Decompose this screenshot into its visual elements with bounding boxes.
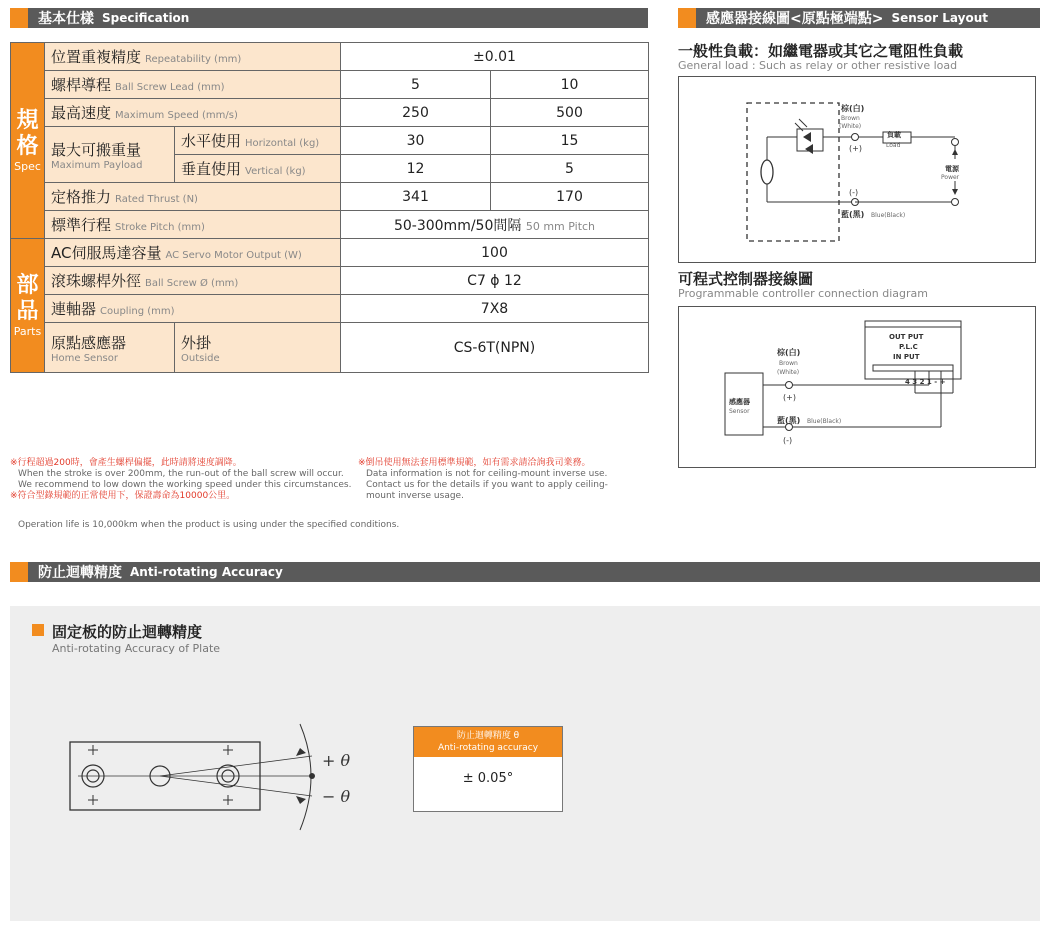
note-ceiling-cn: ※倒吊使用無法套用標準規範，如有需求請洽詢我司業務。 <box>358 458 591 468</box>
anti-title-cn: 防止迴轉精度 <box>38 565 122 581</box>
specification-table <box>10 42 649 373</box>
table-row <box>11 267 649 295</box>
sensor-section-header <box>678 8 1040 28</box>
plc-sensor-en: Sensor <box>729 408 750 415</box>
gl-white-en: (White) <box>839 123 862 130</box>
gl-load-cn: 負載 <box>887 131 901 139</box>
plc-wiring <box>679 307 1035 467</box>
note-life-en-wrap <box>10 520 650 531</box>
note-ceiling-en-1: Data information is not for ceiling-mount inverse use. <box>366 469 608 479</box>
table-row <box>11 71 649 99</box>
stroke-value: 50-300mm/50間隔 50 mm Pitch <box>341 211 649 239</box>
gl-brown-cn: 棕(白) <box>841 104 865 113</box>
plc-title: 可程式控制器接線圖 <box>678 270 814 288</box>
table-row <box>11 323 649 373</box>
lead-label: 螺桿導程 Ball Screw Lead (mm) <box>45 71 341 99</box>
note-ceiling-en-3: mount inverse usage. <box>366 491 464 501</box>
spec-group-label: 規格 Spec <box>11 43 45 239</box>
gl-blue-cn: 藍(黑) <box>841 210 865 219</box>
motor-value: 100 <box>341 239 649 267</box>
anti-section-header <box>10 562 1040 582</box>
payload-horizontal-2: 15 <box>491 127 649 155</box>
speed-value-2: 500 <box>491 99 649 127</box>
spec-title-cn: 基本仕樣 <box>38 11 94 27</box>
table-row <box>11 43 649 71</box>
plc-output: OUT PUT <box>889 333 924 341</box>
table-row <box>11 239 649 267</box>
motor-label: AC伺服馬達容量 AC Servo Motor Output (W) <box>45 239 341 267</box>
plc-minus: (-) <box>783 436 793 445</box>
repeatability-label: 位置重複精度 Repeatability (mm) <box>45 43 341 71</box>
payload-horizontal-1: 30 <box>341 127 491 155</box>
table-row <box>11 99 649 127</box>
gl-brown-en: Brown <box>841 115 860 122</box>
screw-value: C7 ϕ 12 <box>341 267 649 295</box>
plc-brown-cn: 棕(白) <box>777 348 801 357</box>
note-life-cn: ※符合型錄規範的正常使用下，保證壽命為10000公里。 <box>10 491 236 501</box>
thrust-label: 定格推力 Rated Thrust (N) <box>45 183 341 211</box>
payload-horizontal-label: 水平使用 Horizontal (kg) <box>175 127 341 155</box>
home-sensor-sub-label: 外掛 Outside <box>175 323 341 373</box>
plc-pins: 4 3 2 1 - + <box>905 378 946 386</box>
parts-group-label: 部品 Parts <box>11 239 45 373</box>
notes-left <box>10 458 360 502</box>
thrust-value-2: 170 <box>491 183 649 211</box>
speed-value-1: 250 <box>341 99 491 127</box>
plc-brown-en: Brown <box>779 360 798 367</box>
general-load-title: 一般性負載：如繼電器或其它之電阻性負載 <box>678 42 964 60</box>
plc-plc: P.L.C <box>899 343 918 351</box>
coupling-label: 連軸器 Coupling (mm) <box>45 295 341 323</box>
plc-input: IN PUT <box>893 353 920 361</box>
note-life-en: Operation life is 10,000km when the product is using under the specified conditions. <box>18 520 400 530</box>
plc-diagram <box>678 306 1036 468</box>
plate-title-marker <box>32 624 44 636</box>
accuracy-box-header <box>414 727 562 757</box>
plate-drawing <box>60 716 380 836</box>
plus-theta-label: + θ <box>322 751 351 770</box>
plc-blue-en: Blue(Black) <box>807 418 842 425</box>
table-row <box>11 183 649 211</box>
screw-label: 滾珠螺桿外徑 Ball Screw Ø (mm) <box>45 267 341 295</box>
header-accent-bar <box>10 8 28 28</box>
gl-blue-en: Blue(Black) <box>871 212 906 219</box>
thrust-value-1: 341 <box>341 183 491 211</box>
plate-title: 固定板的防止迴轉精度 <box>52 623 203 641</box>
plc-blue-cn: 藍(黑) <box>777 416 801 425</box>
spec-section-header <box>10 8 648 28</box>
lead-value-1: 5 <box>341 71 491 99</box>
payload-label: 最大可搬重量 Maximum Payload <box>45 127 175 183</box>
header-accent-bar <box>678 8 696 28</box>
speed-label: 最高速度 Maximum Speed (mm/s) <box>45 99 341 127</box>
anti-title-en: Anti-rotating Accuracy <box>130 565 283 579</box>
gl-power-cn: 電源 <box>945 165 959 173</box>
repeatability-value: ±0.01 <box>341 43 649 71</box>
table-row <box>11 127 649 155</box>
sensor-title-en: Sensor Layout <box>891 11 988 25</box>
table-row <box>11 295 649 323</box>
gl-power-en: Power <box>941 174 960 181</box>
plc-plus: (+) <box>783 393 796 402</box>
gl-plus: (+) <box>849 144 862 153</box>
payload-vertical-2: 5 <box>491 155 649 183</box>
accuracy-head-en: Anti-rotating accuracy <box>437 743 539 753</box>
payload-vertical-label: 垂直使用 Vertical (kg) <box>175 155 341 183</box>
notes-right <box>358 458 653 502</box>
note-ceiling-en-2: Contact us for the details if you want to apply ceiling- <box>366 480 608 490</box>
spec-title-en: Specification <box>102 11 190 25</box>
minus-theta-label: − θ <box>322 787 351 806</box>
stroke-label: 標準行程 Stroke Pitch (mm) <box>45 211 341 239</box>
general-load-wiring <box>679 77 1035 262</box>
accuracy-box <box>413 726 563 812</box>
note-stroke-en-1: When the stroke is over 200mm, the run-out of the ball screw will occur. <box>18 469 344 479</box>
note-stroke-en-2: We recommend to low down the working speed under this circumstances. <box>18 480 352 490</box>
payload-vertical-1: 12 <box>341 155 491 183</box>
general-load-diagram <box>678 76 1036 263</box>
plc-subtitle: Programmable controller connection diagram <box>678 287 928 300</box>
accuracy-value: ± 0.05° <box>462 771 514 786</box>
plate-subtitle: Anti-rotating Accuracy of Plate <box>52 642 221 655</box>
note-stroke-cn: ※行程超過200時，會產生螺桿偏擺，此時請將速度調降。 <box>10 458 242 468</box>
table-row <box>11 211 649 239</box>
general-load-subtitle: General load : Such as relay or other resistive load <box>678 59 958 72</box>
plc-sensor-cn: 感應器 <box>729 398 750 406</box>
lead-value-2: 10 <box>491 71 649 99</box>
accuracy-head-cn: 防止迴轉精度 θ <box>456 731 520 741</box>
coupling-value: 7X8 <box>341 295 649 323</box>
home-sensor-label: 原點感應器 Home Sensor <box>45 323 175 373</box>
home-sensor-value: CS-6T(NPN) <box>341 323 649 373</box>
gl-minus: (-) <box>849 188 859 197</box>
header-accent-bar <box>10 562 28 582</box>
gl-load-en: Load <box>886 142 901 149</box>
sensor-title-cn: 感應器接線圖<原點極端點> <box>706 11 884 27</box>
plc-white-en: (White) <box>777 369 800 376</box>
